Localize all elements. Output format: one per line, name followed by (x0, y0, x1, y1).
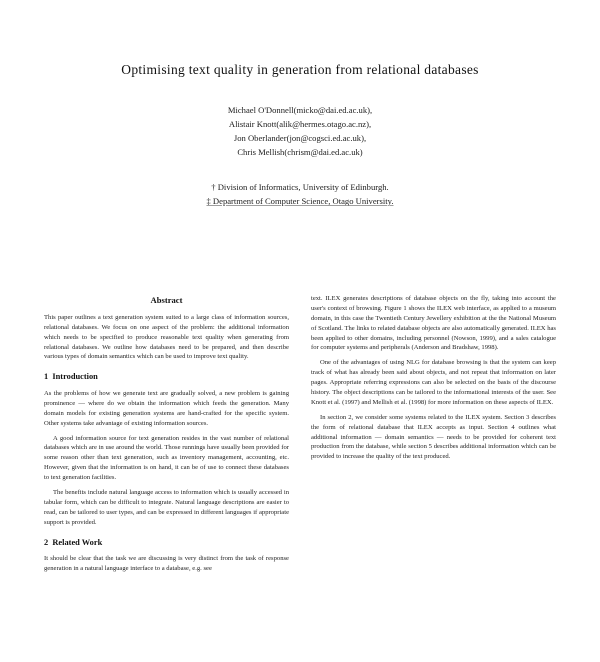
abstract-heading: Abstract (150, 295, 183, 305)
intro-paragraph-2: A good information source for text generation resides in the vast number of relational databases which are in use around the world. Those runnings have usually been provided for some reason other than text generation, such as inventory management, accounting, etc. However, given that the information is on hand, it can be of use to connect these databases to text generation facilities. (44, 434, 289, 482)
body-columns (44, 294, 556, 654)
right-paragraph-3: In section 2, we consider some systems related to the ILEX system. Section 3 describes the form of relational database that ILEX accepts as input. Section 4 outlines what additional information — domain semantics — needs to be provided for coherent text production from the database, while section 5 describes additional information which can be provided to increase the quality of the text produced. (311, 413, 556, 461)
right-paragraph-2: One of the advantages of using NLG for database browsing is that the system can keep track of what has already been said about objects, and not repeat that information on later pages. Appropriate referring expressions can also be selected on the basis of the discourse history. The object descriptions can be tailored to the informational interests of the user. See Knott et al. (1997) and Mellish et al. (1998) for more information on these aspects of ILEX. (311, 359, 556, 406)
affiliation-line-2: ‡ Department of Computer Science, Otago University. (206, 196, 394, 207)
section-heading-related-work (44, 537, 289, 550)
left-column (44, 294, 289, 654)
author-line-2: Alistair Knott(alik@hermes.otago.ac.nz), (228, 118, 372, 129)
author-list (46, 104, 554, 160)
section-title-2: Related Work (52, 537, 103, 547)
right-paragraph-1: text. ILEX generates descriptions of database objects on the fly, taking into account the user's context of browsing. Figure 1 shows the ILEX web interface, as applied to a museum domain, in this case the Twentieth Century Jewellery exhibition at the the National Museum of Scotland. The links to related database objects are also automatically generated. ILEX has been applied to other domains, including personnel (Nowson, 1999), and a sales catalogue for computer systems and peripherals (Anderson and Bradshaw, 1998). (311, 295, 556, 352)
section-number-1: 1 (44, 372, 49, 382)
author-line-3: Jon Oberlander(jon@cogsci.ed.ac.uk), (233, 132, 367, 143)
intro-paragraph-3: The benefits include natural language access to information which is usually accessed in tabular form, which can be difficult to integrate. Natural language descriptions are easier to read, can be tailored to user types, and can be expressed in different languages if appropriate support is provided. (44, 488, 289, 526)
right-column (311, 294, 556, 654)
affiliation-block (46, 180, 554, 209)
intro-paragraph-1: As the problems of how we generate text are gradually solved, a new problem is gaining prominence — where do we obtain the information which feeds the generation. Many domain models for existing generation systems are hand-crafted for the specific system. Other systems take advantage of existing information sources. (44, 389, 289, 427)
related-work-paragraph-1: It should be clear that the task we are discussing is very distinct from the task of response generation in a natural language interface to a database, e.g. see (44, 555, 289, 573)
section-number-2: 2 (44, 537, 49, 547)
page-title: Optimising text quality in generation from relational databases (121, 62, 479, 77)
section-heading-introduction (44, 371, 289, 384)
abstract-paragraph: This paper outlines a text generation system suited to a large class of information sources, relational databases. We focus on one aspect of the problem: the additional information which needs to be specified to produce reasonable text quality when generating from relational databases. We outline how databases need to be prepared, and then describe various types of domain semantics which can be used to improve text quality. (44, 313, 289, 361)
paper-page (0, 62, 600, 662)
section-title-1: Introduction (52, 372, 98, 382)
affiliation-line-1: † Division of Informatics, University of Edinburgh. (211, 181, 389, 192)
author-line-1: Michael O'Donnell(micko@dai.ed.ac.uk), (227, 105, 373, 115)
author-line-4: Chris Mellish(chrism@dai.ed.ac.uk) (237, 146, 363, 157)
